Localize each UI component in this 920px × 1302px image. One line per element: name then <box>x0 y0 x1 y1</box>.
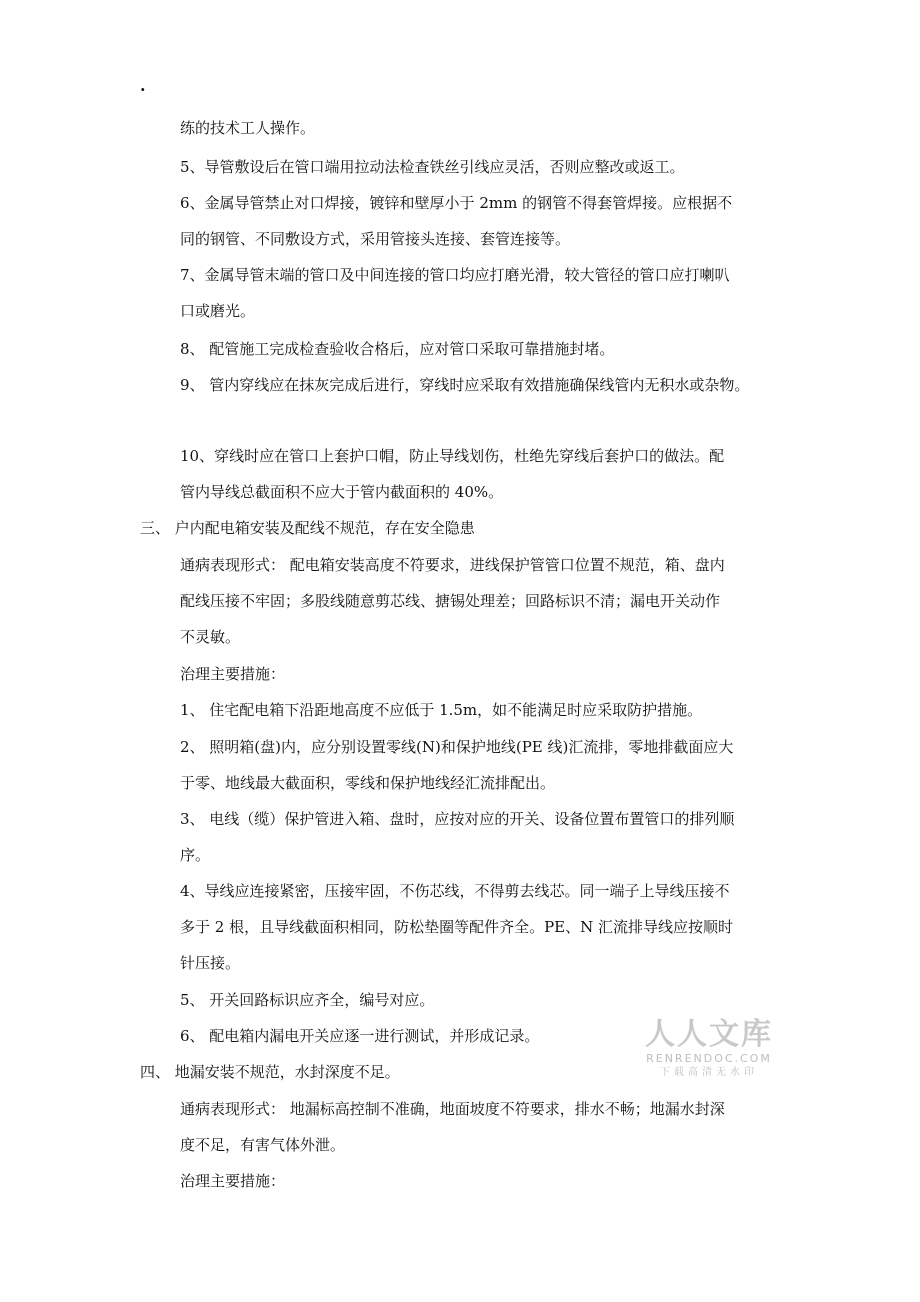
text-line: 7、金属导管末端的管口及中间连接的管口均应打磨光滑，较大管径的管口应打喇叭 <box>180 266 730 284</box>
text-line: 通病表现形式： 配电箱安装高度不符要求，进线保护管管口位置不规范，箱、盘内 <box>180 556 725 574</box>
text-line: 不灵敏。 <box>180 628 241 646</box>
text-line: 序。 <box>180 846 211 864</box>
text-line: 9、 管内穿线应在抹灰完成后进行，穿线时应采取有效措施确保线管内无积水或杂物。 <box>180 376 750 394</box>
text-line: 5、 开关回路标识应齐全，编号对应。 <box>180 991 435 1009</box>
text-line: 练的技术工人操作。 <box>180 119 316 137</box>
text-line: 配线压接不牢固；多股线随意剪芯线、搪锡处理差；回路标识不清；漏电开关动作 <box>180 592 721 610</box>
text-line: 口或磨光。 <box>180 302 256 320</box>
text-line: 管内导线总截面积不应大于管内截面积的 40%。 <box>180 483 504 501</box>
section-heading-3: 三、 户内配电箱安装及配线不规范，存在安全隐患 <box>140 519 475 537</box>
text-line: 多于 2 根，且导线截面积相同，防松垫圈等配件齐全。PE、N 汇流排导线应按顺时 <box>180 918 734 936</box>
text-line: 同的钢管、不同敷设方式，采用管接头连接、套管连接等。 <box>180 230 571 248</box>
text-line: 5、导管敷设后在管口端用拉动法检查铁丝引线应灵活，否则应整改或返工。 <box>180 158 685 176</box>
text-line: 1、 住宅配电箱下沿距地高度不应低于 1.5m，如不能满足时应采取防护措施。 <box>180 701 703 719</box>
text-line: 6、 配电箱内漏电开关应逐一进行测试，并形成记录。 <box>180 1027 540 1045</box>
text-line: 治理主要措施： <box>180 1172 286 1190</box>
text-line: 度不足，有害气体外泄。 <box>180 1136 346 1154</box>
text-line: 4、导线应连接紧密，压接牢固，不伤芯线，不得剪去线芯。同一端子上导线压接不 <box>180 882 730 900</box>
text-line: 于零、地线最大截面积，零线和保护地线经汇流排配出。 <box>180 774 556 792</box>
text-line: 通病表现形式： 地漏标高控制不准确，地面坡度不符要求，排水不畅；地漏水封深 <box>180 1100 725 1118</box>
page-dot: . <box>140 76 146 95</box>
watermark <box>645 1018 773 1080</box>
watermark-subtitle: 下载高清无水印 <box>660 1067 758 1078</box>
watermark-domain: RENRENDOC.COM <box>646 1052 772 1065</box>
text-line: 6、金属导管禁止对口焊接，镀锌和壁厚小于 2mm 的钢管不得套管焊接。应根据不 <box>180 194 733 212</box>
text-line: 8、 配管施工完成检查验收合格后，应对管口采取可靠措施封堵。 <box>180 340 615 358</box>
text-line: 3、 电线（缆）保护管进入箱、盘时，应按对应的开关、设备位置布置管口的排列顺 <box>180 810 735 828</box>
section-heading-4: 四、 地漏安装不规范，水封深度不足。 <box>140 1063 400 1081</box>
text-line: 治理主要措施： <box>180 665 286 683</box>
text-line: 10、穿线时应在管口上套护口帽，防止导线划伤，杜绝先穿线后套护口的做法。配 <box>180 447 725 465</box>
watermark-title: 人人文库 <box>645 1017 773 1052</box>
text-line: 2、 照明箱(盘)内，应分别设置零线(N)和保护地线(PE 线)汇流排，零地排截面应大 <box>180 738 734 756</box>
text-line: 针压接。 <box>180 954 241 972</box>
